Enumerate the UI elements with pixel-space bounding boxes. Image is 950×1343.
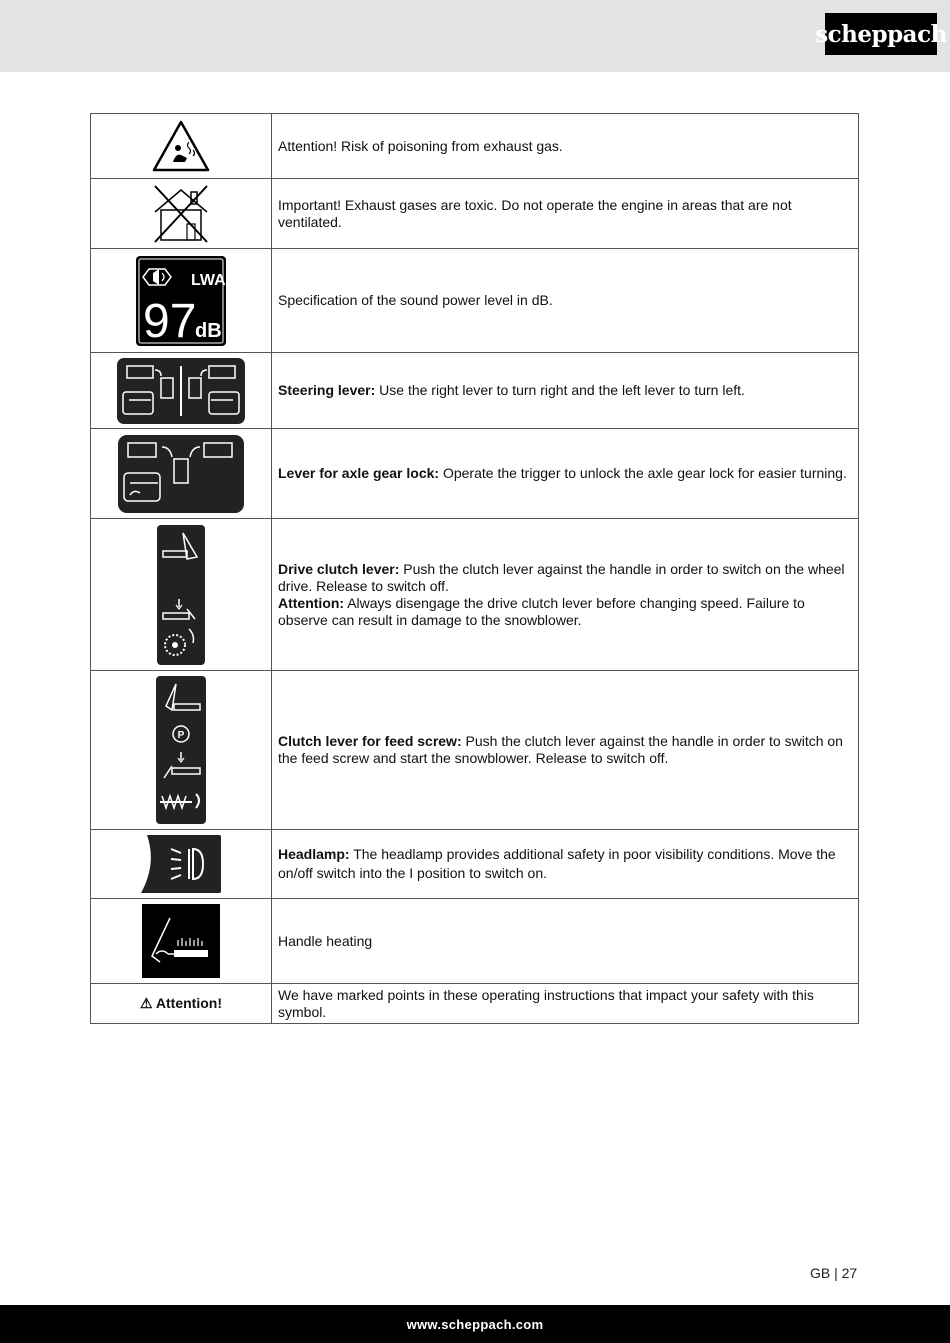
table-row: Steering lever: Use the right lever to turn right and the left lever to turn left. <box>91 353 859 429</box>
row-text: Push the clutch lever against the handle in order to switch on the wheel drive. Release to switch off. <box>278 560 845 594</box>
sound-label: LWA <box>191 271 226 289</box>
handle-heating-icon <box>142 904 220 978</box>
row-text: Attention! Risk of poisoning from exhaust gas. <box>278 137 563 154</box>
row-text: Specification of the sound power level in dB. <box>278 292 553 308</box>
table-row <box>91 899 859 984</box>
table-row: Drive clutch lever: Push the clutch lever against the handle in order to switch on the wheel drive. Release to switch off. Attention: Always disengage the drive clutch lever before changing speed. Failure to observe can result in damage to the snowblower. <box>91 519 859 671</box>
footer-url[interactable]: www.scheppach.com <box>0 1305 950 1343</box>
row-text-2: Always disengage the drive clutch lever before changing speed. Failure to observe can result in damage to the snowblower. <box>278 594 805 628</box>
table-row <box>91 249 859 353</box>
table-row: Headlamp: The headlamp provides additional safety in poor visibility conditions. Move the on/off switch into the I position to switch on. <box>91 830 859 899</box>
sound-unit: dB <box>195 319 222 342</box>
table-row: P Clutch lever for feed screw: Push the clutch lever against the handle in order to switch on the feed screw and start the snowblower. Release to switch off. <box>91 671 859 830</box>
row-text: We have marked points in these operating instructions that impact your safety with this symbol. <box>278 986 814 1020</box>
page-number: GB | 27 <box>810 1265 858 1281</box>
attention-label: ⚠ Attention! <box>139 995 222 1011</box>
row-text: Operate the trigger to unlock the axle gear lock for easier turning. <box>439 465 847 481</box>
symbol-table <box>90 113 859 1024</box>
brand-logo: scheppach <box>825 13 937 55</box>
row-text: Handle heating <box>278 932 373 949</box>
header-bar <box>0 0 950 72</box>
row-text: Push the clutch lever against the handle in order to switch on the feed screw and start the snowblower. Release to switch off. <box>278 733 843 766</box>
headlamp-icon <box>141 835 221 893</box>
steering-lever-icon <box>117 358 245 424</box>
sound-value: 97 <box>143 294 197 347</box>
table-row <box>91 114 859 179</box>
row-text: Important! Exhaust gases are toxic. Do not operate the engine in areas that are not ventilated. <box>278 196 792 230</box>
no-indoor-operation-icon <box>151 184 211 244</box>
feed-screw-clutch-icon <box>156 676 206 824</box>
row-text: The headlamp provides additional safety in poor visibility conditions. Move the on/off switch into the I position to switch on. <box>278 846 836 881</box>
row-text: Use the right lever to turn right and the left lever to turn left. <box>375 382 745 398</box>
table-row <box>91 984 859 1024</box>
drive-clutch-lever-icon <box>157 525 205 665</box>
sound-power-level-icon <box>135 255 227 347</box>
exhaust-poisoning-warning-icon <box>151 118 211 174</box>
table-row <box>91 179 859 249</box>
axle-gear-lock-icon <box>118 435 244 513</box>
table-row: Lever for axle gear lock: Operate the trigger to unlock the axle gear lock for easier turning. <box>91 429 859 519</box>
parking-label: P <box>177 730 185 741</box>
